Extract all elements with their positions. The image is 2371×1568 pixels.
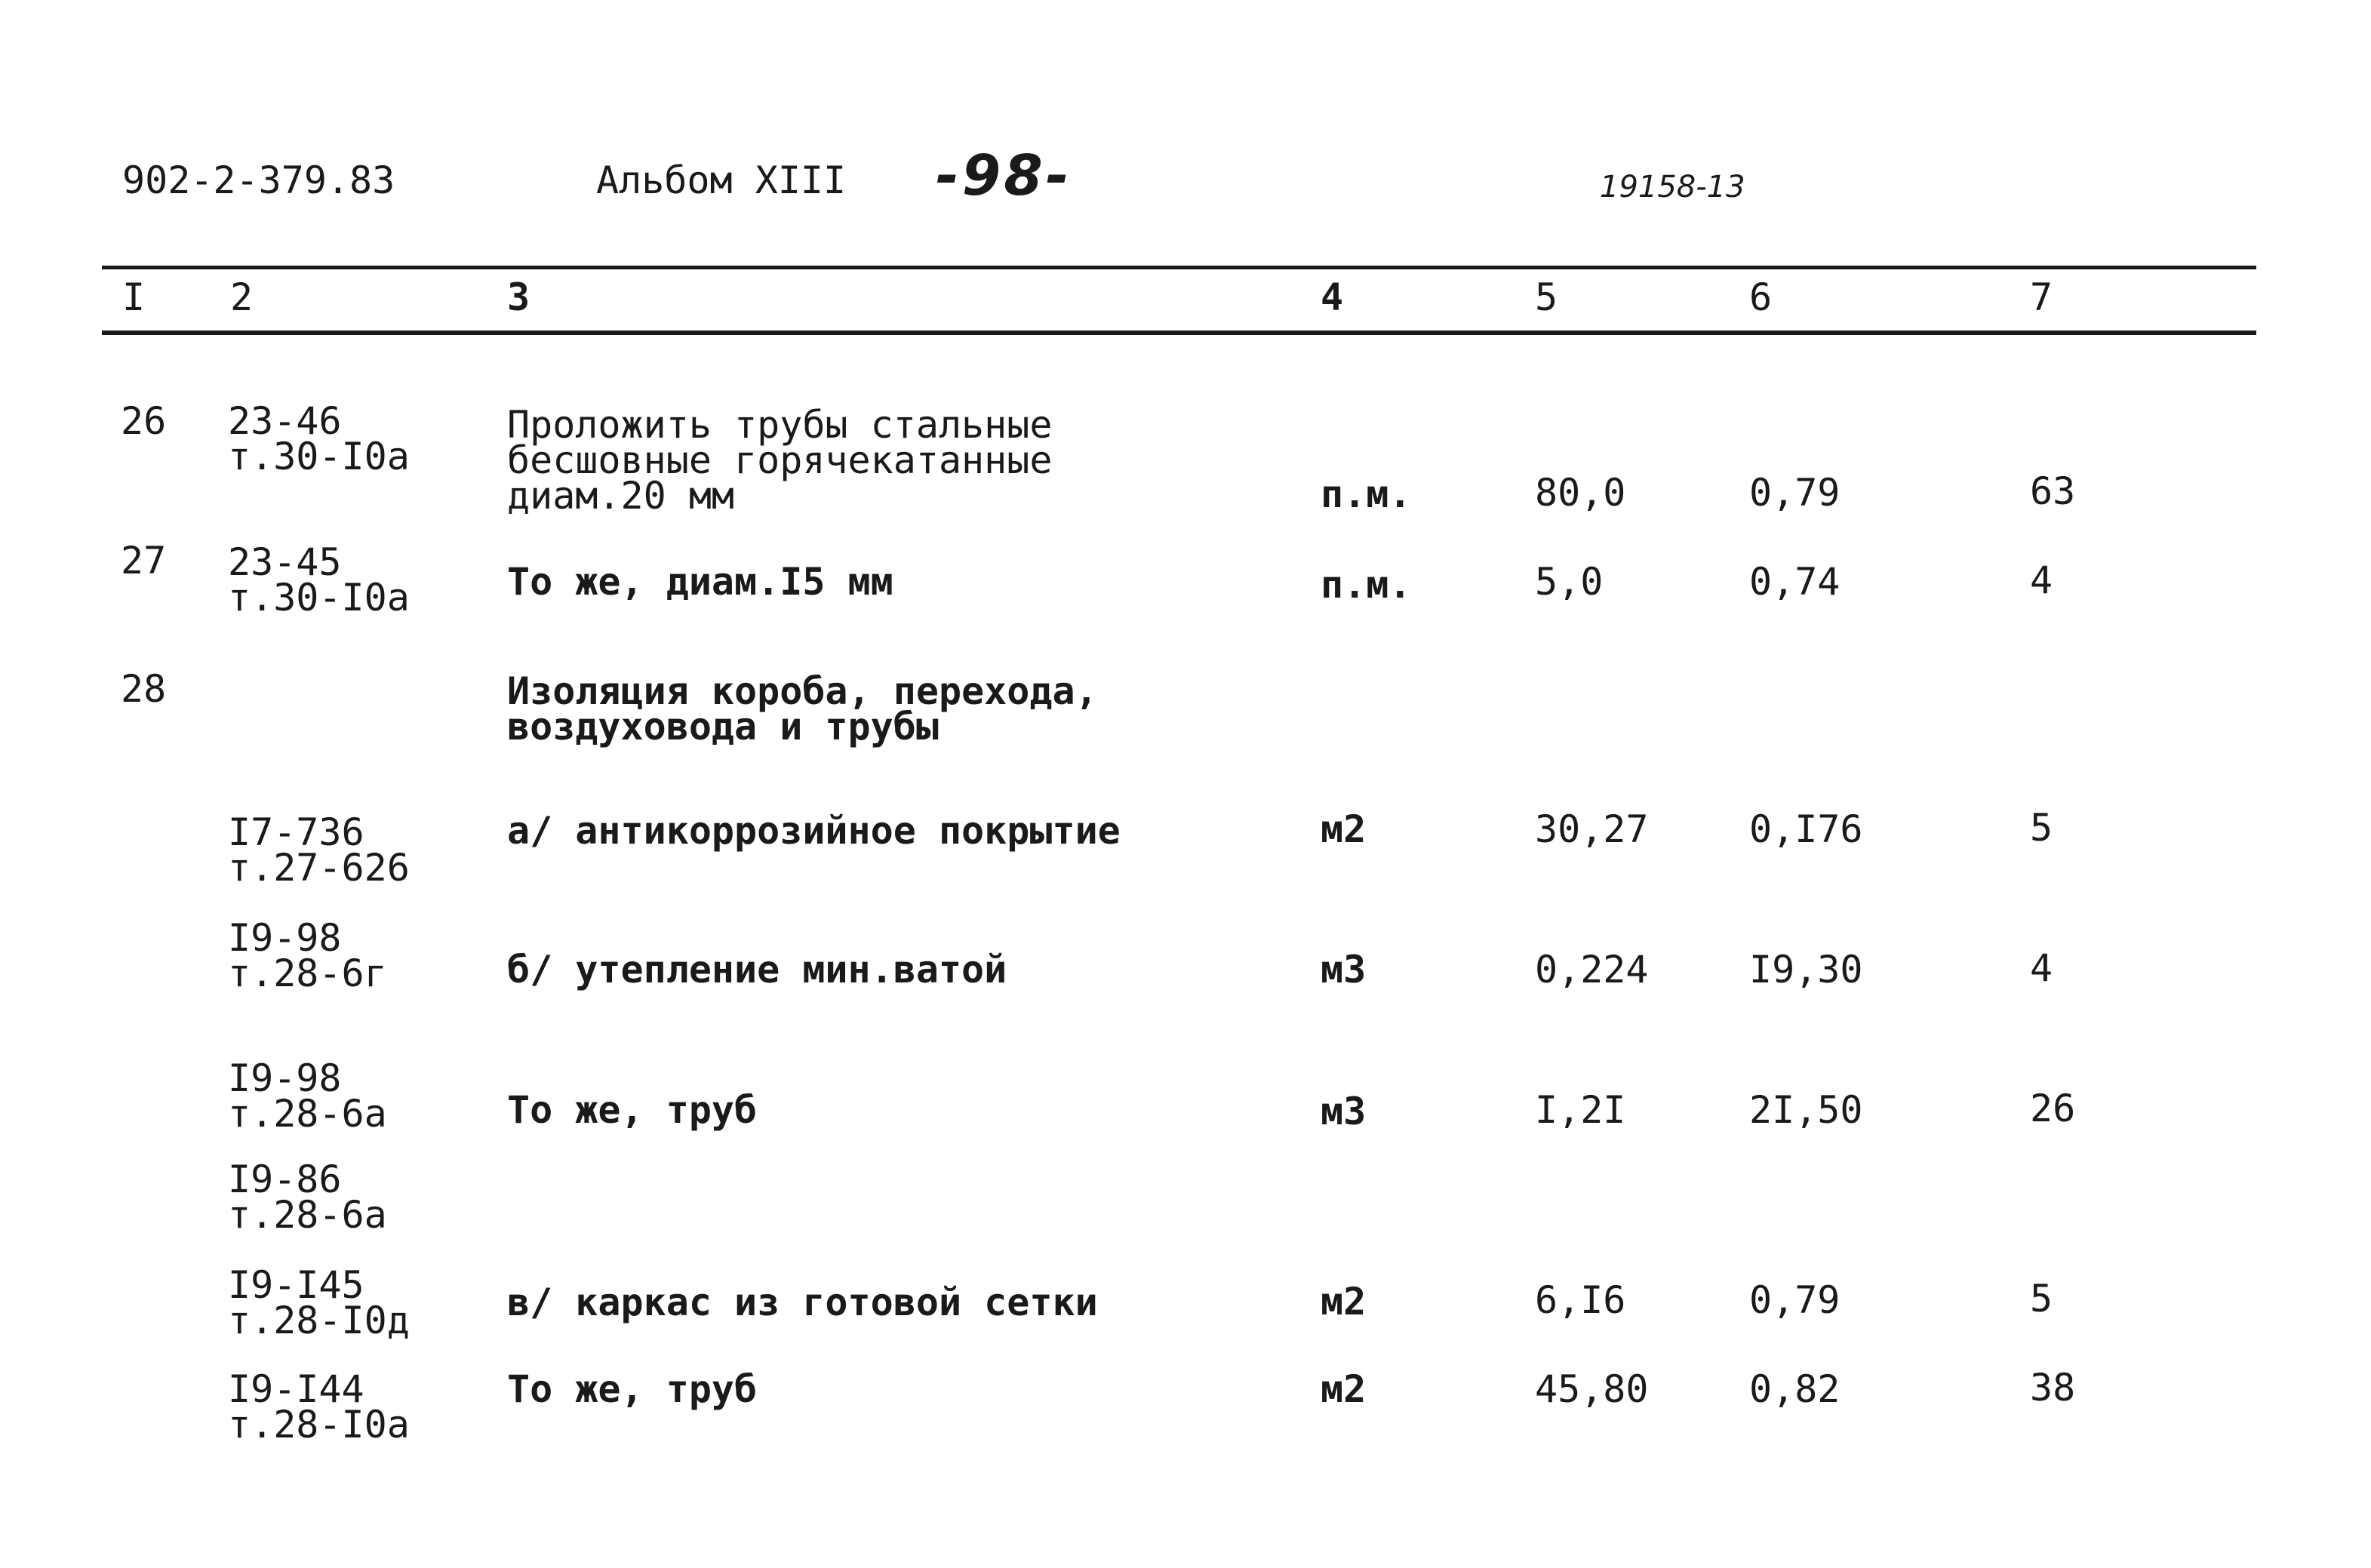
norm-code: 23-45 т.30-I0a [228,540,410,620]
column-header-5: 5 [1535,275,1558,319]
work-description: а/ антикоррозийное покрытие [507,809,1121,853]
column-header-1: I [122,275,146,319]
total-cost: 5 [2030,806,2053,850]
work-description: То же, диам.I5 мм [507,560,893,604]
total-cost: 5 [2030,1277,2053,1321]
unit: м2 [1321,807,1367,851]
total-cost: 4 [2030,558,2053,602]
unit-rate: 2I,50 [1749,1088,1863,1132]
norm-code: I9-I44 т.28-I0а [228,1367,410,1447]
quantity: 80,0 [1535,471,1626,515]
norm-code: I9-I45 т.28-I0д [228,1263,410,1342]
column-header-6: 6 [1749,275,1773,319]
total-cost: 63 [2030,469,2076,513]
unit: п.м. [1321,563,1412,607]
unit-rate: 0,82 [1749,1367,1841,1411]
unit: м2 [1321,1280,1367,1324]
unit-rate: I9,30 [1749,948,1863,992]
row-number: 27 [121,539,167,583]
page-number: -98- [936,143,1072,208]
quantity: 5,0 [1535,560,1604,604]
unit-rate: 0,74 [1749,560,1841,604]
row-number: 28 [121,667,167,711]
column-header-3: 3 [507,275,530,319]
quantity: 30,27 [1535,807,1649,851]
table-top-rule [102,266,2256,269]
archive-number: 19158-13 [1600,170,1745,204]
column-header-2: 2 [230,275,254,319]
column-header-4: 4 [1321,275,1344,319]
norm-code: I9-98 т.28-6г [228,916,387,995]
quantity: 6,I6 [1535,1278,1626,1322]
total-cost: 4 [2030,946,2053,990]
unit: п.м. [1321,472,1412,516]
work-description: То же, труб [507,1367,758,1411]
norm-code: 23-46 т.30-I0a [228,399,410,478]
quantity: 0,224 [1535,948,1649,992]
work-description: б/ утепление мин.ватой [507,948,1007,992]
table-header-rule [102,331,2256,335]
unit-rate: 0,79 [1749,1278,1841,1322]
norm-code: I9-86 т.28-6а [228,1158,387,1237]
unit: м3 [1321,1090,1367,1133]
total-cost: 38 [2030,1366,2076,1410]
total-cost: 26 [2030,1087,2076,1130]
column-header-7: 7 [2030,275,2053,319]
work-description: в/ каркас из готовой сетки [507,1281,1098,1324]
work-description: То же, труб [507,1088,758,1132]
unit-rate: 0,79 [1749,471,1841,515]
quantity: I,2I [1535,1088,1626,1132]
document-code: 902-2-379.83 [122,158,395,202]
row-number: 26 [121,399,167,443]
work-description: Проложить трубы стальные бесшовные горячекатанные диам.20 мм [507,403,1053,518]
quantity: 45,80 [1535,1367,1649,1411]
norm-code: I7-736 т.27-626 [228,810,410,890]
unit: м3 [1321,948,1367,992]
unit-rate: 0,I76 [1749,807,1863,851]
album-label: Альбом XIII [596,158,847,202]
unit: м2 [1321,1367,1367,1411]
work-description: Изоляция короба, перехода, воздуховода и трубы [507,669,1098,749]
norm-code: I9-98 т.28-6а [228,1056,387,1136]
